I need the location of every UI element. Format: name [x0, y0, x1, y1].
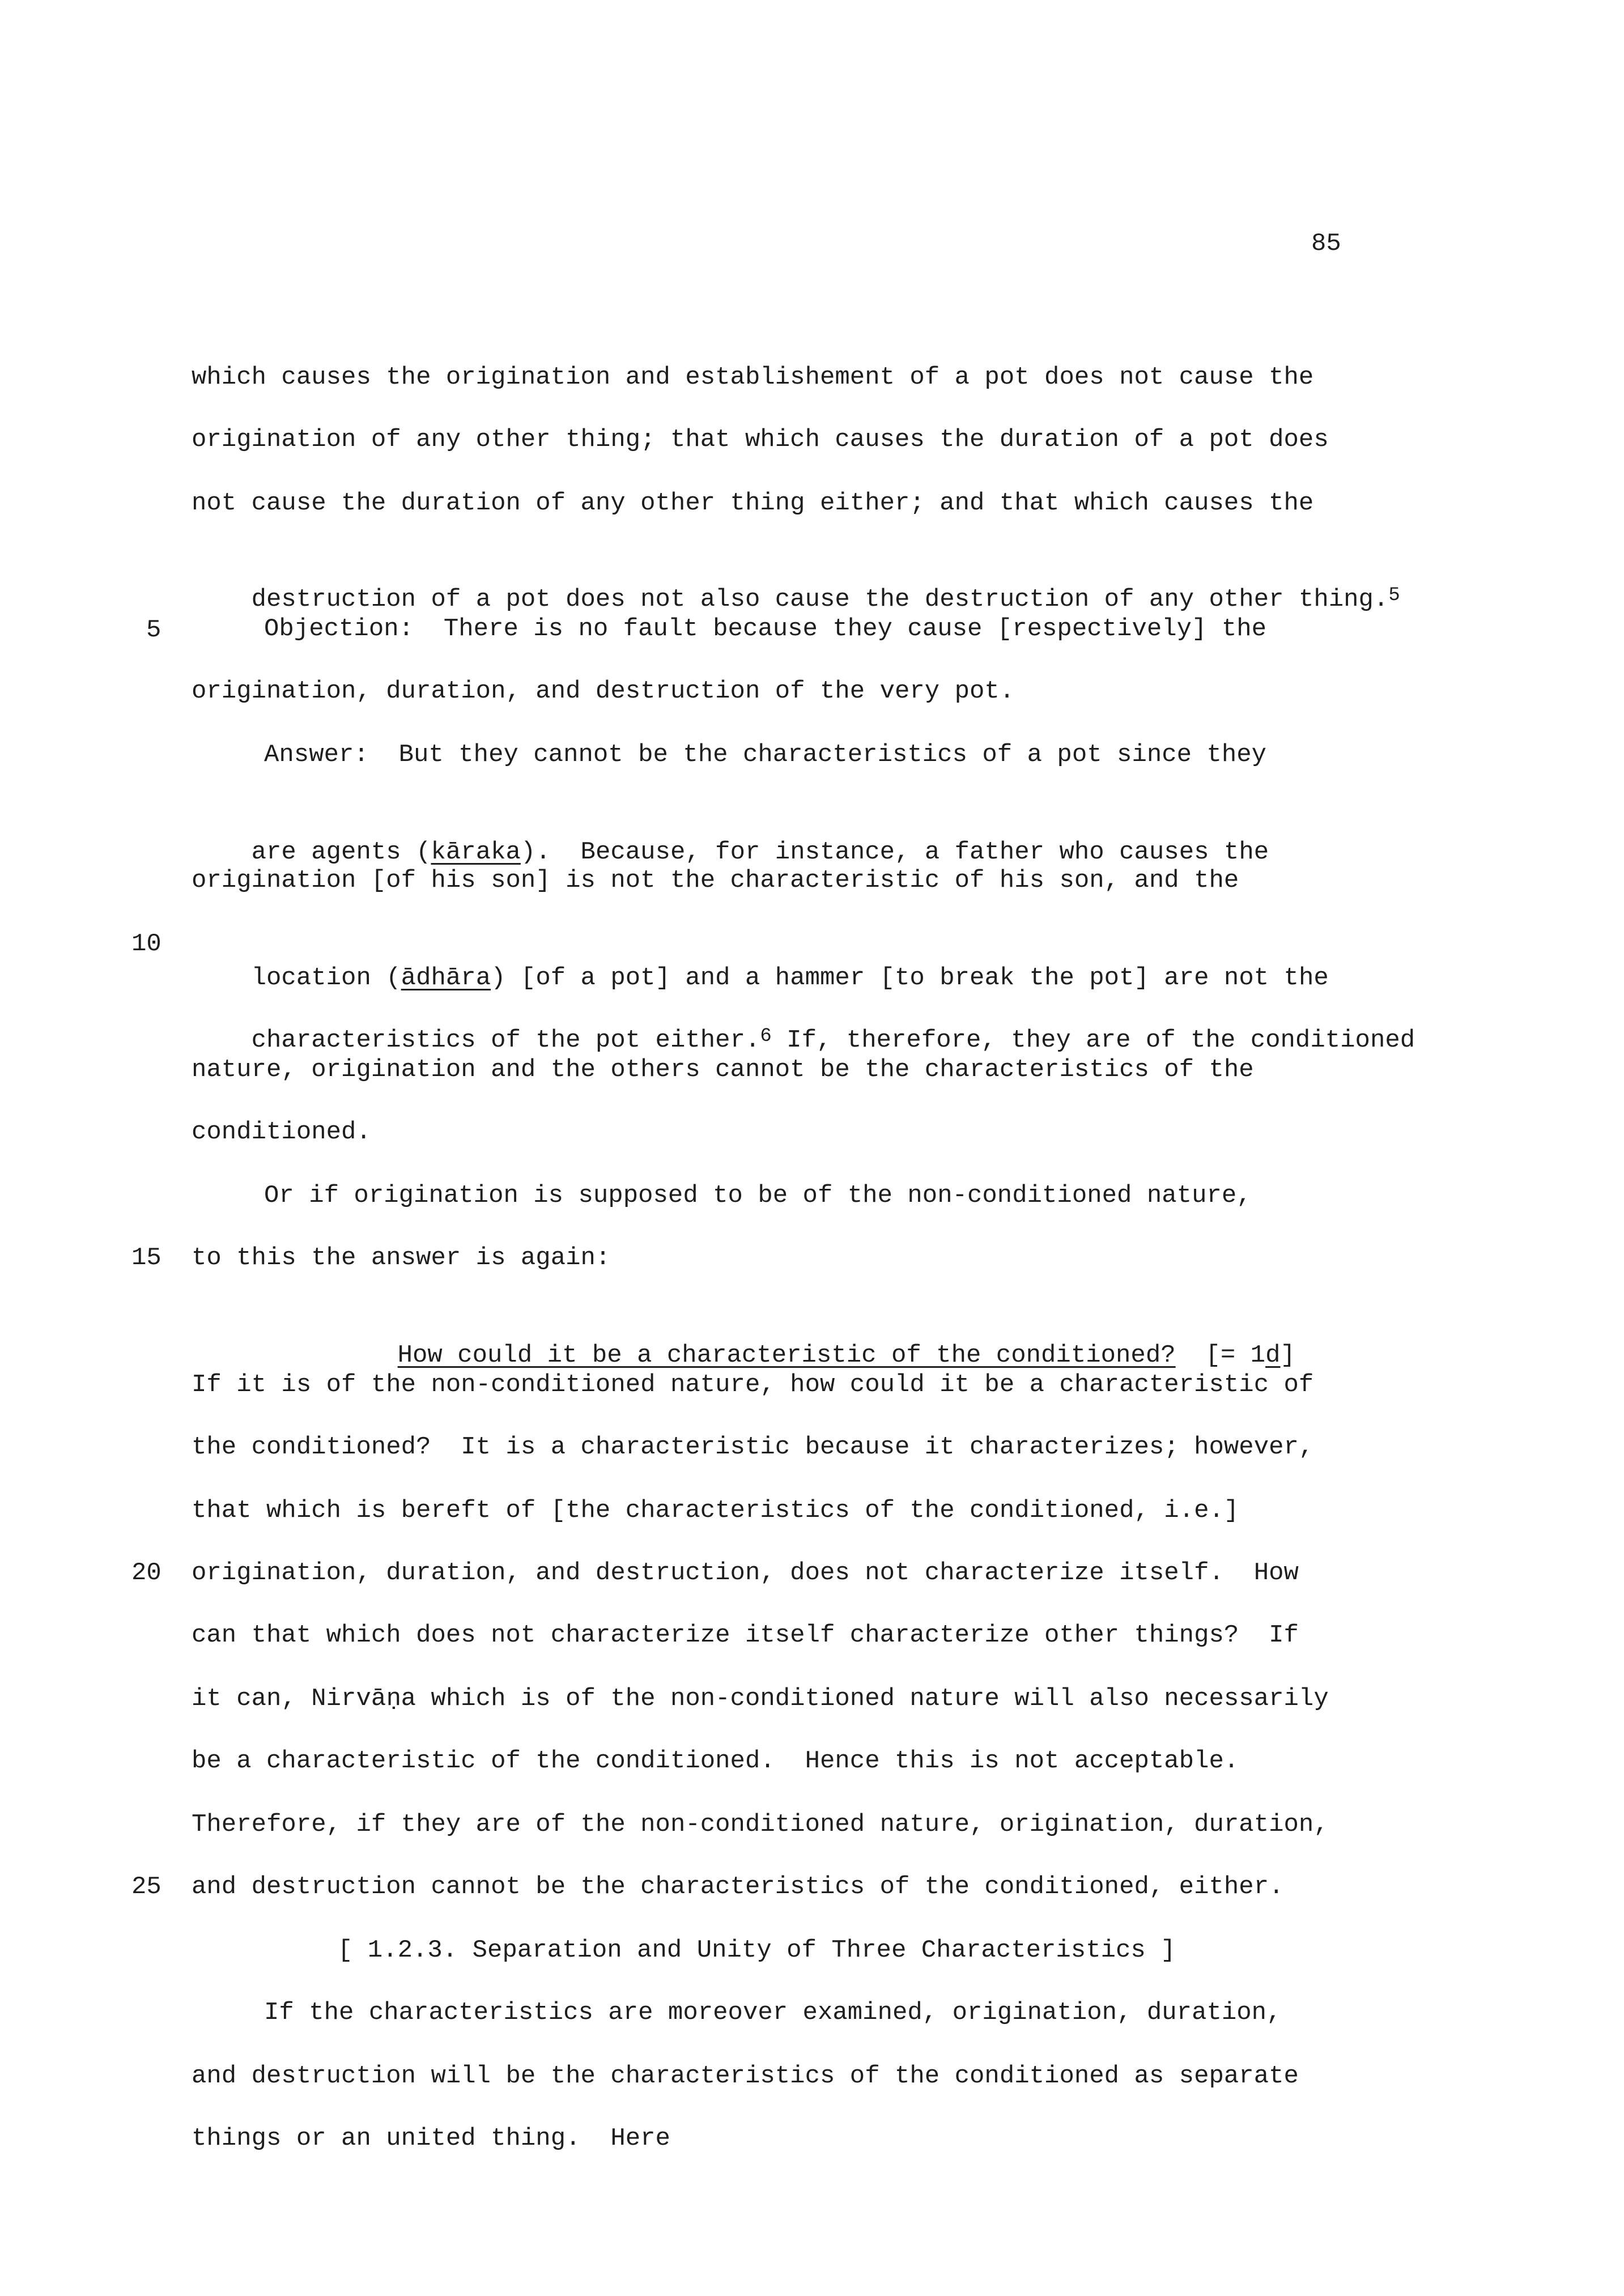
text-line: that which is bereft of [the characteristics of the conditioned, i.e.]: [192, 1496, 1239, 1525]
text-line: Or if origination is supposed to be of the non-conditioned nature,: [264, 1181, 1252, 1210]
text-segment: characteristics of the pot either.: [251, 1026, 760, 1055]
text-line: Therefore, if they are of the non-conditioned nature, origination, duration,: [192, 1810, 1329, 1839]
text-segment: ). Because, for instance, a father who causes the: [520, 838, 1269, 866]
text-line: not cause the duration of any other thing either; and that which causes the: [192, 489, 1314, 517]
sanskrit-term: ādhāra: [401, 964, 491, 992]
line-number-5: 5: [146, 616, 161, 644]
section-heading: [ 1.2.3. Separation and Unity of Three Characteristics ]: [338, 1936, 1176, 1965]
line-number-15: 15: [131, 1244, 161, 1272]
text-line: which causes the origination and establishement of a pot does not cause the: [192, 363, 1314, 392]
footnote-ref-6: 6: [760, 1026, 772, 1047]
text-line: If the characteristics are moreover examined, origination, duration,: [264, 1999, 1282, 2027]
text-line: Answer: But they cannot be the characteristics of a pot since they: [264, 741, 1267, 769]
footnote-ref-5: 5: [1388, 585, 1400, 606]
text-line: If it is of the non-conditioned nature, how could it be a characteristic of: [192, 1371, 1314, 1399]
text-line: to this the answer is again:: [192, 1244, 611, 1272]
text-line: origination, duration, and destruction of the very pot.: [192, 677, 1015, 705]
text-line: conditioned.: [192, 1118, 371, 1146]
text-line: nature, origination and the others cannot be the characteristics of the: [192, 1056, 1254, 1084]
verse-reference-letter: d: [1265, 1341, 1281, 1370]
text-line: and destruction will be the characteristics of the conditioned as separate: [192, 2062, 1299, 2090]
verse-reference: [= 1: [1175, 1341, 1266, 1370]
line-number-20: 20: [131, 1559, 161, 1587]
text-line: can that which does not characterize itself characterize other things? If: [192, 1621, 1299, 1649]
text-line: things or an united thing. Here: [192, 2124, 670, 2153]
text-segment: If, therefore, they are of the conditioned: [771, 1026, 1415, 1055]
text-line: origination of any other thing; that which causes the duration of a pot does: [192, 426, 1329, 454]
text-line: and destruction cannot be the characteristics of the conditioned, either.: [192, 1873, 1284, 1901]
text-segment: ) [of a pot] and a hammer [to break the pot] are not the: [491, 964, 1329, 992]
sanskrit-term: kāraka: [431, 838, 521, 866]
text-line: origination [of his son] is not the characteristic of his son, and the: [192, 866, 1239, 895]
text-segment: are agents (: [251, 838, 431, 866]
verse-reference: ]: [1280, 1341, 1295, 1370]
text-line: Objection: There is no fault because they cause [respectively] the: [264, 615, 1267, 643]
text-segment: location (: [251, 964, 401, 992]
verse-text: How could it be a characteristic of the conditioned?: [397, 1341, 1176, 1370]
line-number-10: 10: [131, 930, 161, 958]
text-line: origination, duration, and destruction, does not characterize itself. How: [192, 1559, 1299, 1587]
text-line: be a characteristic of the conditioned. Hence this is not acceptable.: [192, 1747, 1239, 1775]
line-number-25: 25: [131, 1873, 161, 1901]
text-line-content: destruction of a pot does not also cause the destruction of any other thing.: [251, 585, 1389, 614]
text-line: it can, Nirvāṇa which is of the non-conditioned nature will also necessarily: [192, 1685, 1329, 1713]
page-number: 85: [1311, 229, 1341, 258]
text-line: the conditioned? It is a characteristic because it characterizes; however,: [192, 1433, 1314, 1461]
